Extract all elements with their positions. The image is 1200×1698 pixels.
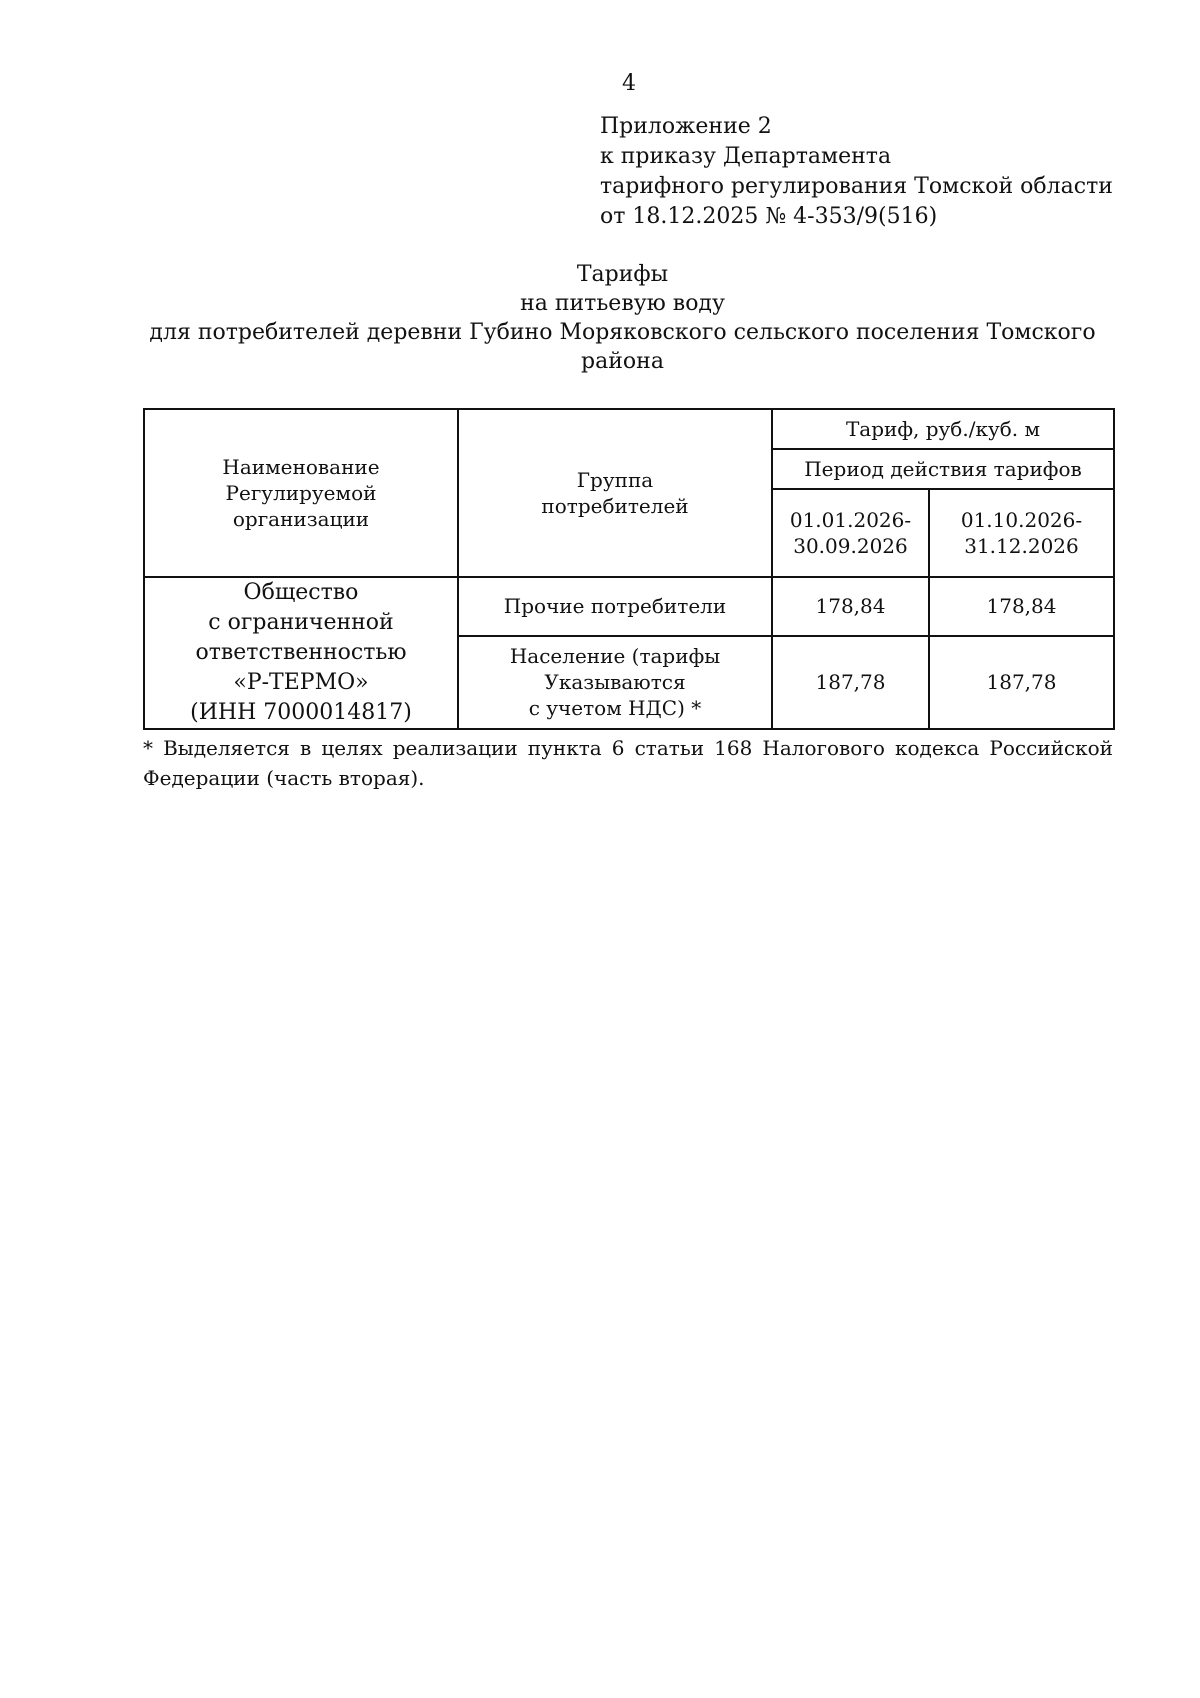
appendix-line: Приложение 2 <box>600 114 772 139</box>
organization-line: «Р-ТЕРМО» <box>233 670 369 695</box>
title-line: для потребителей деревни Губино Моряковского сельского поселения Томского <box>149 320 1096 345</box>
organization-line: Общество <box>243 580 359 605</box>
header-consumer-group <box>458 409 772 577</box>
consumer-group-cell <box>458 577 772 636</box>
period-start: 01.01.2026- <box>789 508 912 532</box>
tariff-value-cell: 178,84 <box>772 577 929 636</box>
title-line: района <box>581 349 664 374</box>
tariff-value-cell: 187,78 <box>772 636 929 729</box>
header-tariff-unit: Тариф, руб./куб. м <box>772 409 1114 449</box>
period-end: 30.09.2026 <box>793 534 908 558</box>
header-text-line: Наименование <box>222 455 380 479</box>
tariff-table <box>143 408 1115 730</box>
appendix-line: от 18.12.2025 № 4-353/9(516) <box>600 204 938 229</box>
title-line: на питьевую воду <box>520 291 725 316</box>
appendix-line: к приказу Департамента <box>600 144 892 169</box>
organization-line: с ограниченной <box>208 610 394 635</box>
period-start: 01.10.2026- <box>960 508 1083 532</box>
header-text-line: Регулируемой <box>225 481 377 505</box>
consumer-group-line: Прочие потребители <box>503 594 727 619</box>
organization-cell <box>144 577 458 729</box>
organization-line: (ИНН 7000014817) <box>190 700 412 725</box>
appendix-block <box>600 112 1113 232</box>
header-text-line: Группа <box>576 468 654 492</box>
appendix-line: тарифного регулирования Томской области <box>600 174 1113 199</box>
header-period-label: Период действия тарифов <box>772 449 1114 489</box>
consumer-group-line: Население (тарифы <box>509 644 721 669</box>
page-number: 4 <box>622 71 636 96</box>
table-row <box>144 577 1114 636</box>
title-line: Тарифы <box>576 262 669 287</box>
header-org-name <box>144 409 458 577</box>
tariff-value-cell: 187,78 <box>929 636 1114 729</box>
tariff-value-cell: 178,84 <box>929 577 1114 636</box>
consumer-group-cell <box>458 636 772 729</box>
footnote: * Выделяется в целях реализации пункта 6 статьи 168 Налогового кодекса Российской Федерации (часть вторая). <box>143 736 1113 790</box>
organization-line: ответственностью <box>195 640 407 665</box>
table-header-row <box>144 409 1114 449</box>
consumer-group-line: Указываются <box>544 670 686 695</box>
header-text-line: потребителей <box>541 494 689 518</box>
document-title <box>145 260 1100 376</box>
consumer-group-line: с учетом НДС) * <box>528 696 702 721</box>
period-end: 31.12.2026 <box>964 534 1079 558</box>
header-period-1 <box>772 489 929 577</box>
header-text-line: организации <box>232 507 370 531</box>
header-period-2 <box>929 489 1114 577</box>
